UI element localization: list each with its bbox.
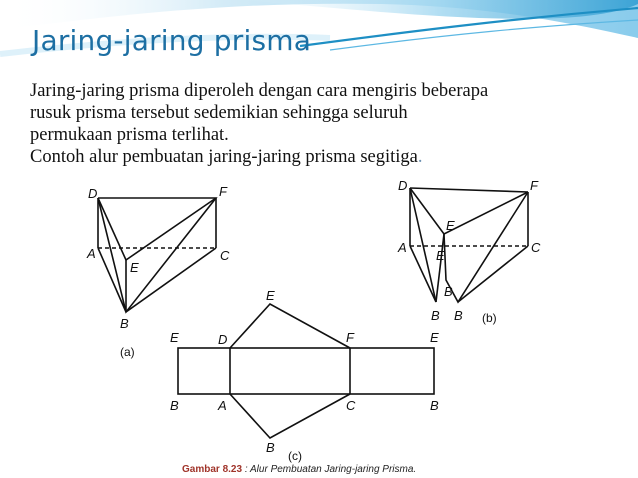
- label-b-D: D: [398, 178, 408, 193]
- example-period: .: [417, 147, 423, 167]
- figure-caption-number: Gambar 8.23: [182, 464, 243, 475]
- label-b-E2: E: [436, 248, 445, 263]
- label-c-E-top: E: [266, 288, 275, 303]
- description-text: [30, 80, 620, 168]
- label-b-A: A: [398, 240, 407, 255]
- label-b-B3: B: [454, 308, 463, 323]
- label-a-D: D: [88, 186, 98, 201]
- label-b-F: F: [530, 178, 538, 193]
- label-a-C: C: [220, 248, 230, 263]
- caption-b: (b): [482, 311, 497, 325]
- label-c-B-left: B: [170, 398, 179, 413]
- label-b-B2: B: [431, 308, 440, 323]
- label-a-F: F: [219, 184, 227, 199]
- label-b-B1: B: [444, 284, 453, 299]
- label-a-B: B: [120, 316, 129, 331]
- label-c-D: D: [218, 332, 228, 347]
- label-a-E: E: [130, 260, 139, 275]
- caption-a: (a): [120, 345, 135, 359]
- label-c-A: A: [218, 398, 227, 413]
- page-title: Jaring-jaring prisma: [32, 24, 312, 57]
- paragraph-line: Jaring-jaring prisma diperoleh dengan cara mengiris beberapa: [30, 81, 489, 101]
- caption-c: (c): [288, 449, 302, 463]
- paragraph-line: rusuk prisma tersebut sedemikian sehingga seluruh: [30, 103, 408, 123]
- figure-caption: [182, 464, 416, 475]
- label-b-E1: E: [446, 218, 455, 233]
- label-c-E-left: E: [170, 330, 179, 345]
- label-c-E-right: E: [430, 330, 439, 345]
- label-c-B-right: B: [430, 398, 439, 413]
- label-c-B-bottom: B: [266, 440, 275, 455]
- label-c-C: C: [346, 398, 356, 413]
- label-a-A: A: [87, 246, 96, 261]
- label-c-F: F: [346, 330, 354, 345]
- example-line: [30, 146, 620, 168]
- figure-caption-text: : Alur Pembuatan Jaring-jaring Prisma.: [242, 464, 417, 475]
- figure-background: [84, 176, 554, 476]
- paragraph-line: permukaan prisma terlihat.: [30, 125, 229, 145]
- label-b-C: C: [531, 240, 541, 255]
- example-text: Contoh alur pembuatan jaring-jaring prisma segitiga: [30, 147, 418, 167]
- prism-net-figure: [84, 176, 554, 476]
